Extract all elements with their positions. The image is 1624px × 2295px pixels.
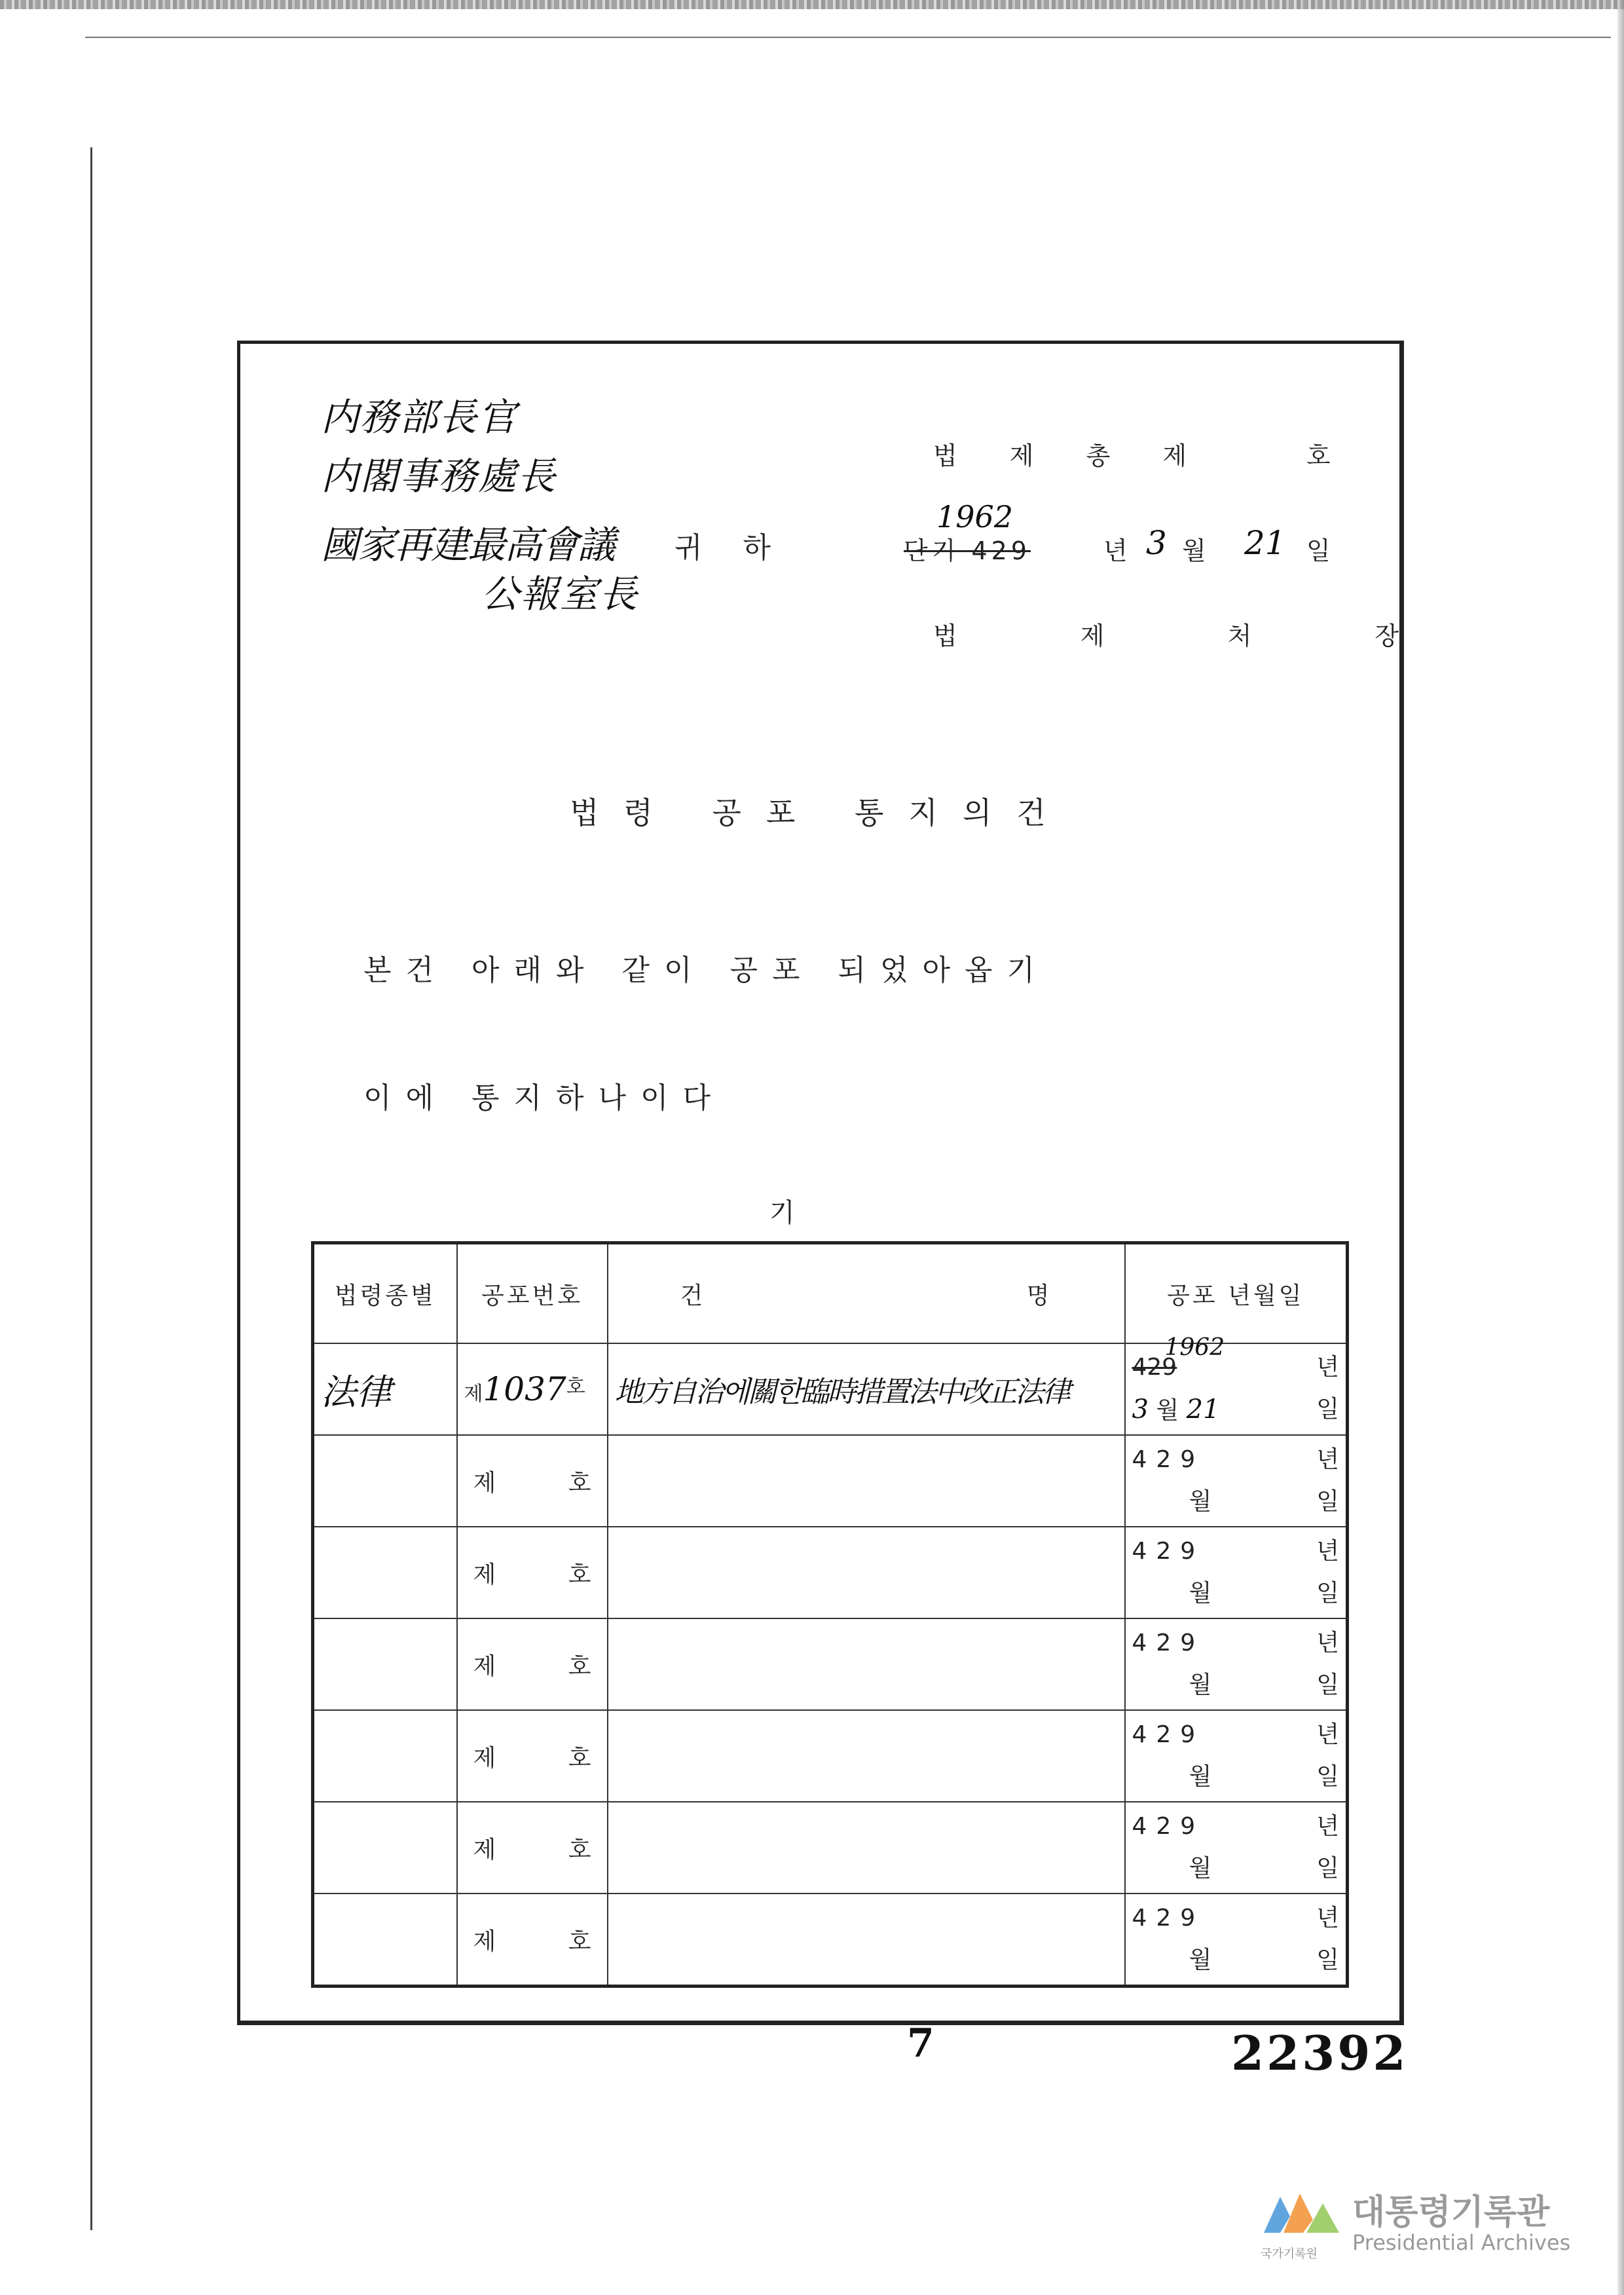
number-suffix: 호 — [568, 1652, 591, 1680]
sender: 법 제 처 장 — [933, 622, 1457, 650]
day-label: 일 — [1316, 1763, 1339, 1790]
cell-law-type — [313, 1343, 457, 1435]
month-label: 월 — [1189, 1855, 1212, 1882]
number-prefix: 제 — [473, 1836, 496, 1863]
date-month: 3 — [1146, 524, 1167, 562]
body-line-2: 이에 통지하나이다 — [363, 1081, 726, 1115]
recipient-suffix: 귀 하 — [674, 531, 786, 565]
number-prefix: 제 — [473, 1928, 496, 1955]
year-label: 년 — [1316, 1538, 1339, 1565]
header-promulgation-number: 공포번호 — [457, 1243, 608, 1344]
number-suffix: 호 — [568, 1561, 591, 1588]
promulgation-table — [311, 1241, 1349, 1988]
archives-name-english: Presidential Archives — [1352, 2230, 1571, 2255]
number-suffix: 호 — [568, 1836, 591, 1863]
cell-law-name — [608, 1894, 1125, 1987]
year-label: 년 — [1316, 1721, 1339, 1748]
table-row — [313, 1802, 1348, 1894]
header-promulgation-date: 공포 년월일 — [1125, 1243, 1348, 1344]
document-number: 22392 — [1231, 2025, 1409, 2081]
cell-law-name — [608, 1710, 1125, 1802]
cell-date — [1125, 1527, 1348, 1618]
header-law-type: 법령종별 — [313, 1243, 457, 1344]
number-prefix: 제 — [473, 1652, 496, 1680]
date-day-label: 일 — [1306, 536, 1331, 565]
cell-law-name — [608, 1343, 1125, 1435]
recipient-3: 國家再建最高會議 — [321, 523, 615, 567]
date-line — [904, 499, 1349, 565]
month-label: 월 — [1189, 1488, 1212, 1515]
table-row — [313, 1343, 1348, 1435]
cell-number — [457, 1618, 608, 1710]
law-type-handwritten: 法律 — [321, 1371, 392, 1413]
cell-law-type — [313, 1435, 457, 1527]
row1-year-struck: 429 — [1132, 1354, 1177, 1381]
recipient-2: 内閣事務處長 — [321, 454, 557, 498]
number-suffix: 호 — [566, 1375, 585, 1398]
number-handwritten: 1037 — [483, 1370, 566, 1408]
cell-law-name — [608, 1435, 1125, 1527]
header-name-right: 명 — [1026, 1282, 1052, 1309]
year-value: 429 — [1132, 1630, 1205, 1656]
cell-date — [1125, 1435, 1348, 1527]
cell-date — [1125, 1618, 1348, 1710]
header-name — [608, 1243, 1125, 1344]
date-year-label: 년 — [1103, 536, 1128, 565]
year-value: 429 — [1132, 1905, 1205, 1931]
date-year-handwritten: 1962 — [936, 499, 1014, 534]
table-row — [313, 1710, 1348, 1802]
date-day: 21 — [1244, 524, 1286, 562]
year-value: 429 — [1132, 1446, 1205, 1473]
cell-law-name — [608, 1618, 1125, 1710]
table-row — [313, 1527, 1348, 1618]
archives-sub-label: 국가기록원 — [1261, 2247, 1318, 2261]
cell-law-type — [313, 1618, 457, 1710]
document-number-suffix: 호 — [1306, 441, 1331, 470]
scan-edge-right — [1617, 0, 1624, 2295]
row1-year-handwritten: 1962 — [1164, 1334, 1225, 1361]
body-line-1: 본건 아래와 같이 공포 되었아옵기 — [363, 954, 1049, 987]
archives-emblem-icon — [1261, 2187, 1346, 2246]
cell-number — [457, 1435, 608, 1527]
number-prefix: 제 — [473, 1561, 496, 1588]
year-value: 429 — [1132, 1813, 1205, 1840]
cell-number — [457, 1802, 608, 1894]
number-suffix: 호 — [568, 1744, 591, 1772]
cell-date — [1125, 1334, 1348, 1435]
table-row — [313, 1435, 1348, 1527]
year-label: 년 — [1316, 1630, 1339, 1656]
month-label: 월 — [1189, 1947, 1212, 1973]
law-name-handwritten: 地方自治에關한臨時措置法中改正法律 — [614, 1375, 1069, 1409]
cell-number — [457, 1710, 608, 1802]
day-label: 일 — [1316, 1947, 1339, 1973]
day-label: 일 — [1316, 1580, 1339, 1607]
number-prefix: 제 — [473, 1744, 496, 1772]
cell-law-type — [313, 1527, 457, 1618]
recipient-1: 内務部長官 — [321, 395, 518, 439]
cell-date — [1125, 1894, 1348, 1987]
header-name-left: 건 — [680, 1282, 706, 1309]
cell-number — [457, 1343, 608, 1435]
year-value: 429 — [1132, 1721, 1205, 1748]
year-label: 년 — [1316, 1813, 1339, 1840]
date-year-struck: 단기 429 — [904, 536, 1031, 565]
table-row — [313, 1618, 1348, 1710]
number-prefix: 제 — [473, 1469, 496, 1497]
number-prefix: 제 — [464, 1383, 483, 1406]
year-value: 429 — [1132, 1538, 1205, 1565]
day-label: 일 — [1316, 1488, 1339, 1515]
month-label: 월 — [1189, 1671, 1212, 1698]
row1-day-label: 일 — [1316, 1396, 1339, 1423]
year-label: 년 — [1316, 1446, 1339, 1473]
number-suffix: 호 — [568, 1469, 591, 1497]
cell-law-name — [608, 1527, 1125, 1618]
number-suffix: 호 — [568, 1928, 591, 1955]
table-row — [313, 1894, 1348, 1987]
document-subject: 법령 공포 통지의건 — [570, 795, 1071, 830]
cell-number — [457, 1527, 608, 1618]
scan-edge — [0, 0, 1624, 9]
row1-month-label: 월 — [1156, 1397, 1179, 1424]
recipient-4: 公報室長 — [481, 572, 639, 616]
document-number-label: 법 제 총 제 — [933, 441, 1209, 470]
cell-law-type — [313, 1894, 457, 1987]
month-label: 월 — [1189, 1763, 1212, 1790]
cell-date — [1125, 1710, 1348, 1802]
row1-month: 3 — [1132, 1394, 1149, 1425]
row1-year-label: 년 — [1316, 1354, 1339, 1381]
day-label: 일 — [1316, 1855, 1339, 1882]
date-month-label: 월 — [1182, 536, 1206, 565]
page-number: 7 — [907, 2021, 934, 2066]
cell-date — [1125, 1802, 1348, 1894]
archives-logo — [1261, 2184, 1601, 2263]
cell-law-type — [313, 1802, 457, 1894]
day-label: 일 — [1316, 1671, 1339, 1698]
cell-law-name — [608, 1802, 1125, 1894]
gi-marker: 기 — [769, 1198, 795, 1228]
archives-name-korean: 대통령기록관 — [1352, 2193, 1550, 2232]
margin-line — [90, 147, 92, 2230]
cell-number — [457, 1894, 608, 1987]
binding-rule — [85, 37, 1611, 38]
row1-day: 21 — [1186, 1394, 1220, 1425]
month-label: 월 — [1189, 1580, 1212, 1607]
year-label: 년 — [1316, 1905, 1339, 1931]
cell-law-type — [313, 1710, 457, 1802]
